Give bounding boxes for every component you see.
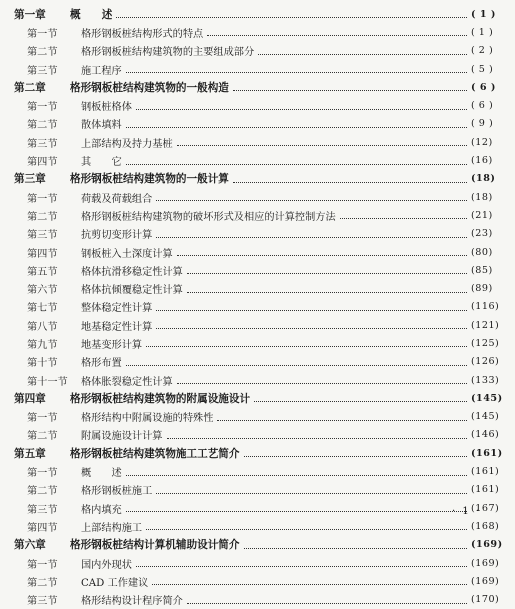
toc-entry-title: 格形钢板桩结构建筑物施工工艺简介	[70, 447, 240, 460]
toc-entry-number: 第一节	[27, 468, 58, 480]
toc-entry-number: 第一章	[14, 8, 46, 21]
toc-chapter-row[interactable]	[0, 389, 515, 407]
toc-entry-page: (12)	[471, 136, 493, 148]
toc-chapter-row[interactable]	[0, 536, 515, 554]
dot-leader	[244, 455, 468, 457]
toc-entry-number: 第五节	[27, 266, 58, 278]
toc-section-row[interactable]	[0, 23, 515, 41]
toc-entry-number: 第六节	[27, 285, 58, 297]
toc-entry-page: ( 1 )	[471, 26, 494, 38]
toc-entry-page: (168)	[471, 520, 500, 532]
toc-entry-title: CAD 工作建议	[81, 577, 149, 589]
toc-section-row[interactable]	[0, 225, 515, 243]
toc-entry-title: 附属设施设计计算	[81, 431, 163, 443]
page-number: · 1 ·	[452, 506, 482, 517]
toc-entry-number: 第三节	[27, 230, 58, 242]
toc-entry-number: 第一节	[27, 28, 58, 40]
toc-entry-page: (85)	[471, 264, 493, 276]
toc-entry-number: 第四节	[27, 248, 58, 260]
toc-entry-number: 第九节	[27, 339, 58, 351]
toc-entry-number: 第五章	[14, 447, 46, 460]
toc-section-row[interactable]	[0, 462, 515, 480]
toc-section-row[interactable]	[0, 133, 515, 151]
dot-leader	[156, 327, 467, 329]
toc-entry-page: (133)	[471, 374, 500, 386]
toc-section-row[interactable]	[0, 572, 515, 590]
toc-entry-number: 第一节	[27, 413, 58, 425]
toc-entry-title: 上部结构及持力基桩	[81, 138, 173, 150]
toc-entry-page: (121)	[471, 319, 500, 331]
toc-section-row[interactable]	[0, 334, 515, 352]
dot-leader	[126, 163, 467, 165]
toc-entry-number: 第十节	[27, 358, 58, 370]
dot-leader	[156, 236, 467, 238]
toc-entry-title: 抗剪切变形计算	[81, 230, 153, 242]
toc-section-row[interactable]	[0, 60, 515, 78]
toc-entry-title: 格体抗倾覆稳定性计算	[81, 285, 183, 297]
dot-leader	[187, 291, 467, 293]
toc-entry-number: 第二节	[27, 486, 58, 498]
toc-entry-page: (161)	[471, 466, 500, 478]
toc-entry-title: 格形钢板桩结构计算机辅助设计简介	[70, 539, 240, 552]
toc-entry-page: ( 6 )	[471, 81, 496, 93]
toc-section-row[interactable]	[0, 408, 515, 426]
toc-entry-page: (16)	[471, 155, 493, 167]
dot-leader	[126, 474, 467, 476]
toc-entry-title: 钢板桩格体	[81, 102, 132, 114]
dot-leader	[254, 400, 467, 402]
toc-entry-title: 上部结构施工	[81, 522, 143, 534]
toc-entry-title: 格内填充	[81, 504, 122, 516]
toc-entry-number: 第八节	[27, 321, 58, 333]
toc-entry-title: 格形钢板桩结构建筑物的主要组成部分	[81, 47, 255, 59]
toc-entry-page: ( 2 )	[471, 45, 494, 57]
toc-entry-title: 格形布置	[81, 358, 122, 370]
toc-entry-title: 概 述	[70, 8, 113, 21]
toc-entry-page: (116)	[471, 301, 500, 313]
dot-leader	[126, 126, 467, 128]
toc-entry-number: 第二节	[27, 211, 58, 223]
dot-leader	[233, 89, 467, 91]
toc-entry-title: 格形结构设计程序简介	[81, 596, 183, 608]
toc-chapter-row[interactable]	[0, 444, 515, 462]
toc-entry-title: 格形钢板桩结构建筑物的附属设施设计	[70, 392, 251, 405]
dot-leader	[126, 510, 467, 512]
toc-section-row[interactable]	[0, 554, 515, 572]
toc-entry-page: (18)	[471, 173, 496, 185]
toc-section-row[interactable]	[0, 206, 515, 224]
dot-leader	[156, 309, 467, 311]
toc-entry-number: 第三节	[27, 504, 58, 516]
toc-entry-number: 第二章	[14, 81, 46, 94]
toc-section-row[interactable]	[0, 426, 515, 444]
toc-entry-page: (146)	[471, 429, 500, 441]
toc-section-row[interactable]	[0, 279, 515, 297]
toc-entry-title: 荷载及荷载组合	[81, 193, 153, 205]
dot-leader	[187, 602, 467, 604]
dot-leader	[177, 144, 467, 146]
toc-entry-title: 格体抗滑移稳定性计算	[81, 266, 183, 278]
toc-entry-title: 格形钢板桩结构建筑物的一般计算	[70, 173, 229, 186]
dot-leader	[207, 34, 467, 36]
dot-leader	[146, 528, 467, 530]
toc-entry-page: (145)	[471, 411, 500, 423]
dot-leader	[136, 108, 467, 110]
toc-entry-page: (126)	[471, 356, 500, 368]
toc-entry-number: 第三节	[27, 65, 58, 77]
toc-section-row[interactable]	[0, 188, 515, 206]
toc-entry-page: (89)	[471, 283, 493, 295]
toc-entry-number: 第四章	[14, 392, 46, 405]
toc-section-row[interactable]	[0, 151, 515, 169]
toc-chapter-row[interactable]	[0, 78, 515, 96]
toc-entry-page: (21)	[471, 209, 493, 221]
table-of-contents	[0, 5, 515, 609]
toc-section-row[interactable]	[0, 591, 515, 609]
toc-entry-title: 格形钢板桩结构建筑物的破坏形式及相应的计算控制方法	[81, 211, 336, 223]
toc-entry-title: 格形结构中附属设施的特殊性	[81, 413, 214, 425]
toc-entry-number: 第二节	[27, 431, 58, 443]
toc-entry-page: (169)	[471, 575, 500, 587]
toc-section-row[interactable]	[0, 243, 515, 261]
toc-entry-page: ( 5 )	[471, 63, 494, 75]
toc-entry-title: 格形钢板桩施工	[81, 486, 153, 498]
toc-entry-title: 格体胀裂稳定性计算	[81, 376, 173, 388]
dot-leader	[217, 419, 467, 421]
dot-leader	[156, 199, 467, 201]
toc-entry-number: 第三章	[14, 173, 46, 186]
toc-entry-title: 其 它	[81, 157, 122, 169]
dot-leader	[126, 71, 467, 73]
toc-section-row[interactable]	[0, 517, 515, 535]
toc-chapter-row[interactable]	[0, 5, 515, 23]
toc-entry-page: (18)	[471, 191, 493, 203]
dot-leader	[146, 345, 467, 347]
toc-entry-page: (167)	[471, 502, 500, 514]
toc-entry-number: 第一节	[27, 193, 58, 205]
toc-entry-page: ( 6 )	[471, 100, 494, 112]
toc-section-row[interactable]	[0, 499, 515, 517]
toc-entry-number: 第四节	[27, 157, 58, 169]
toc-section-row[interactable]	[0, 353, 515, 371]
toc-entry-page: (23)	[471, 228, 493, 240]
toc-entry-title: 地基变形计算	[81, 339, 143, 351]
toc-entry-number: 第六章	[14, 539, 46, 552]
dot-leader	[116, 16, 467, 18]
toc-entry-title: 格形钢板桩结构形式的特点	[81, 28, 204, 40]
toc-entry-number: 第四节	[27, 522, 58, 534]
toc-entry-number: 第二节	[27, 577, 58, 589]
dot-leader	[152, 583, 467, 585]
toc-entry-page: (125)	[471, 337, 500, 349]
dot-leader	[244, 547, 468, 549]
toc-section-row[interactable]	[0, 371, 515, 389]
toc-entry-title: 钢板桩入土深度计算	[81, 248, 173, 260]
dot-leader	[233, 181, 467, 183]
toc-entry-page: ( 9 )	[471, 118, 494, 130]
toc-section-row[interactable]	[0, 481, 515, 499]
toc-entry-title: 施工程序	[81, 65, 122, 77]
toc-entry-page: (170)	[471, 594, 500, 606]
toc-entry-title: 地基稳定性计算	[81, 321, 153, 333]
dot-leader	[340, 217, 467, 219]
toc-section-row[interactable]	[0, 115, 515, 133]
toc-entry-title: 整体稳定性计算	[81, 303, 153, 315]
toc-entry-page: ( 1 )	[471, 8, 496, 20]
toc-entry-title: 概 述	[81, 468, 122, 480]
toc-entry-title: 国内外现状	[81, 559, 132, 571]
toc-entry-number: 第三节	[27, 138, 58, 150]
toc-entry-number: 第七节	[27, 303, 58, 315]
toc-entry-title: 散体填料	[81, 120, 122, 132]
toc-entry-number: 第一节	[27, 102, 58, 114]
dot-leader	[187, 272, 467, 274]
toc-entry-number: 第三节	[27, 596, 58, 608]
toc-entry-number: 第二节	[27, 47, 58, 59]
toc-chapter-row[interactable]	[0, 170, 515, 188]
toc-section-row[interactable]	[0, 261, 515, 279]
toc-entry-page: (80)	[471, 246, 493, 258]
toc-entry-title: 格形钢板桩结构建筑物的一般构造	[70, 81, 229, 94]
toc-entry-page: (161)	[471, 447, 503, 459]
dot-leader	[156, 492, 467, 494]
toc-section-row[interactable]	[0, 316, 515, 334]
toc-entry-page: (169)	[471, 539, 503, 551]
toc-section-row[interactable]	[0, 298, 515, 316]
dot-leader	[167, 437, 468, 439]
toc-entry-number: 第十一节	[27, 376, 68, 388]
dot-leader	[126, 364, 467, 366]
dot-leader	[136, 565, 467, 567]
dot-leader	[177, 254, 467, 256]
dot-leader	[258, 53, 467, 55]
toc-entry-number: 第二节	[27, 120, 58, 132]
toc-entry-page: (161)	[471, 484, 500, 496]
toc-entry-number: 第一节	[27, 559, 58, 571]
dot-leader	[177, 382, 467, 384]
toc-entry-page: (145)	[471, 392, 503, 404]
toc-section-row[interactable]	[0, 96, 515, 114]
toc-entry-page: (169)	[471, 557, 500, 569]
toc-section-row[interactable]	[0, 42, 515, 60]
